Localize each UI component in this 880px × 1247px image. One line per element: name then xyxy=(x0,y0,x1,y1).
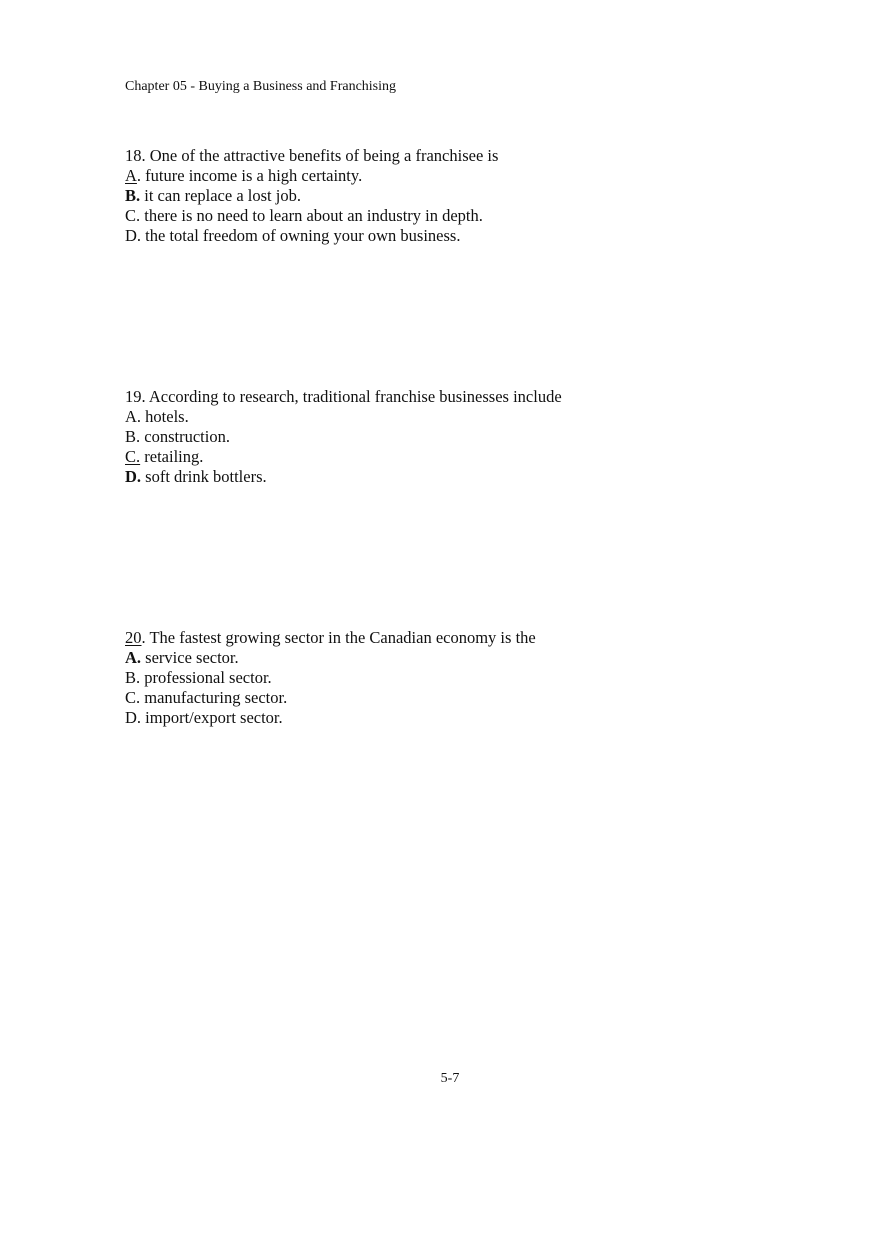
option-letter: D xyxy=(125,708,137,727)
option-d xyxy=(125,467,562,487)
option-c xyxy=(125,447,562,467)
question-18 xyxy=(125,146,498,246)
option-letter: C xyxy=(125,688,137,707)
option-text: retailing. xyxy=(144,447,204,466)
option-a: A. future income is a high certainty. xyxy=(125,166,363,185)
option-letter: B xyxy=(125,668,137,687)
question-number: 20 xyxy=(125,628,142,647)
question-20 xyxy=(125,628,536,728)
option-a xyxy=(125,648,536,668)
option-d: D. import/export sector. xyxy=(125,708,283,727)
page-number: 5-7 xyxy=(440,1071,460,1086)
option-d: D. the total freedom of owning your own business. xyxy=(125,226,461,245)
option-letter: A. xyxy=(125,648,142,667)
option-letter: B xyxy=(125,427,137,446)
option-letter: D xyxy=(125,226,137,245)
option-letter: C. xyxy=(125,447,141,466)
option-text: service sector. xyxy=(145,648,239,667)
option-text: professional sector. xyxy=(144,668,272,687)
question-stem: 20. The fastest growing sector in the Canadian economy is the xyxy=(125,628,536,647)
option-letter: B. xyxy=(125,186,141,205)
question-stem: 19. According to research, traditional franchise businesses include xyxy=(125,387,562,406)
option-text: soft drink bottlers. xyxy=(145,467,267,486)
option-text: manufacturing sector. xyxy=(144,688,288,707)
question-number: 19 xyxy=(125,387,142,406)
option-text: there is no need to learn about an industry in depth. xyxy=(144,206,483,225)
option-text: construction. xyxy=(144,427,230,446)
option-c: C. there is no need to learn about an industry in depth. xyxy=(125,206,483,225)
option-text: it can replace a lost job. xyxy=(144,186,301,205)
question-text: According to research, traditional franchise businesses include xyxy=(148,387,562,406)
option-text: hotels. xyxy=(145,407,189,426)
option-text: import/export sector. xyxy=(145,708,283,727)
option-letter: C xyxy=(125,206,137,225)
option-b: B. professional sector. xyxy=(125,668,272,687)
question-stem: 18. One of the attractive benefits of being a franchisee is xyxy=(125,146,499,165)
option-b: B. construction. xyxy=(125,427,230,446)
option-text: future income is a high certainty. xyxy=(145,166,363,185)
option-letter: A xyxy=(125,407,137,426)
option-c: C. manufacturing sector. xyxy=(125,688,288,707)
option-text: the total freedom of owning your own business. xyxy=(145,226,461,245)
option-letter: A xyxy=(125,166,137,185)
option-b xyxy=(125,186,498,206)
question-text: One of the attractive benefits of being a franchisee is xyxy=(149,146,499,165)
question-number: 18 xyxy=(125,146,142,165)
option-letter: D. xyxy=(125,467,142,486)
question-19 xyxy=(125,387,562,487)
page-header: Chapter 05 - Buying a Business and Franchising xyxy=(125,79,397,94)
option-a: A. hotels. xyxy=(125,407,189,426)
question-text: The fastest growing sector in the Canadian economy is the xyxy=(149,628,536,647)
